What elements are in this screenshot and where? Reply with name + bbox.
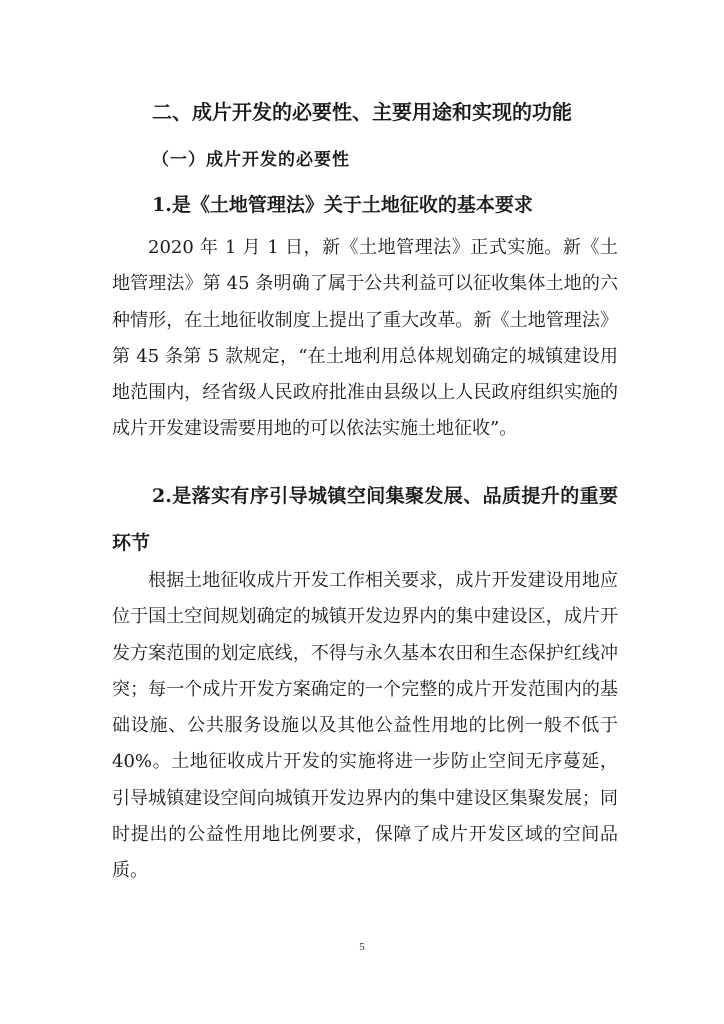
subsection-heading: （一）成片开发的必要性 (152, 150, 350, 170)
item-1-heading: 1.是《土地管理法》关于土地征收的基本要求 (152, 194, 533, 216)
page-number: 5 (359, 941, 365, 953)
section-heading: 二、成片开发的必要性、主要用途和实现的功能 (152, 100, 572, 124)
item-2-heading: 2.是落实有序引导城镇空间集聚发展、品质提升的重要环节 (112, 485, 618, 554)
item-2-paragraph: 根据土地征收成片开发工作相关要求，成片开发建设用地应位于国土空间规划确定的城镇开发边界内的集中建设区，成片开发方案范围的划定底线，不得与永久基本农田和生态保护红线冲突；每一个成片开发方案确定的一个完整的成片开发范围内的基础设施、公共服务设施以及其他公益性用地的比例一般不低于40%。土地征收成片开发的实施将进一步防止空间无序蔓延，引导城镇建设空间向城镇开发边界内的集中建设区集聚发展；同时提出的公益性用地比例要求，保障了成片开发区域的空间品质。 (112, 570, 618, 882)
item-1-paragraph: 2020 年 1 月 1 日，新《土地管理法》正式实施。新《土地管理法》第 45 条明确了属于公共利益可以征收集体土地的六种情形，在土地征收制度上提出了重大改革。新《土地管理法》第 45 条第 5 款规定，“在土地利用总体规划确定的城镇建设用地范围内，经省级人民政府批准由县级以上人民政府组织实施的成片开发建设需要用地的可以依法实施土地征收”。 (112, 237, 618, 440)
